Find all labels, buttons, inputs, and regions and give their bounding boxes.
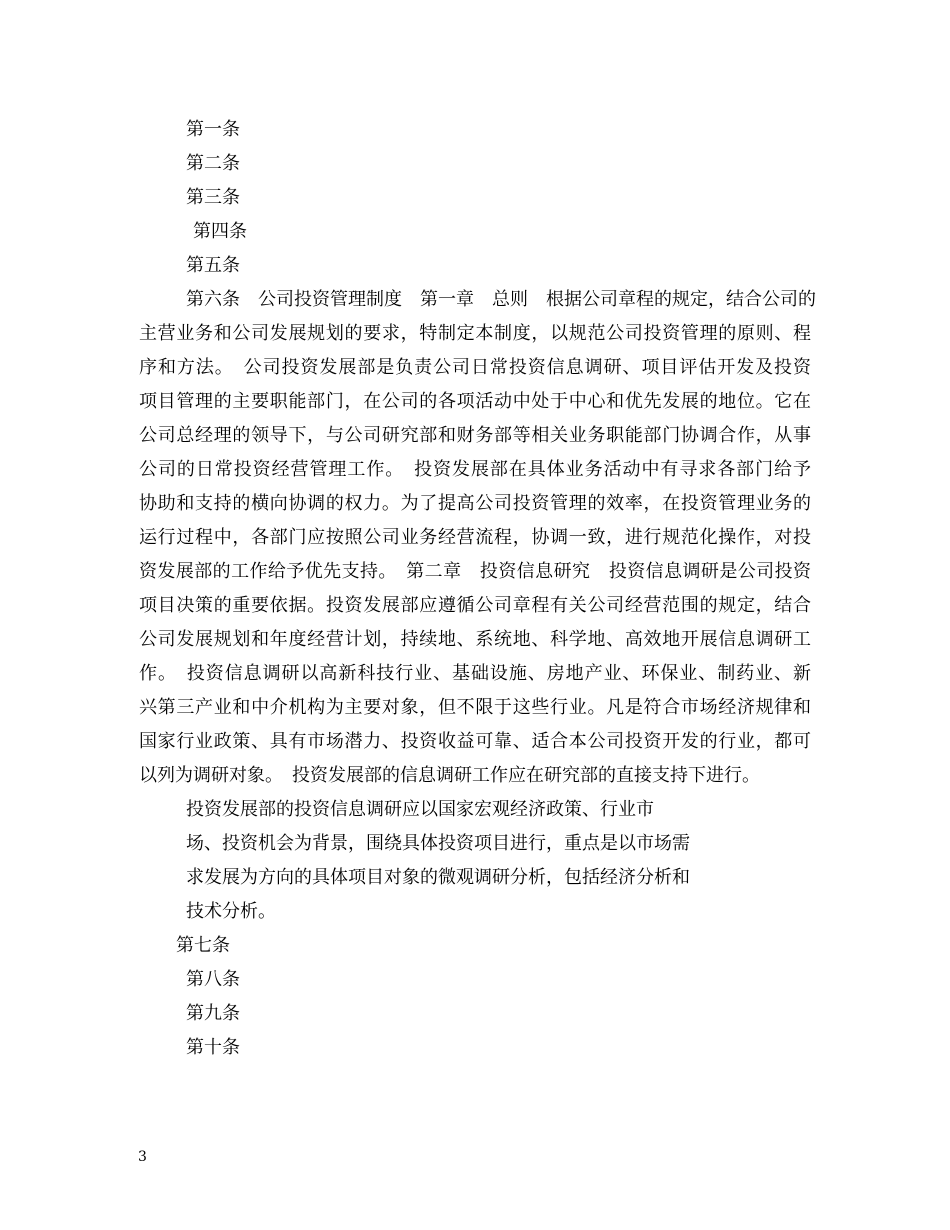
article-heading-4: 第四条: [193, 221, 247, 242]
paragraph-line: 以列为调研对象。 投资发展部的信息调研工作应在研究部的直接支持下进行。: [139, 765, 760, 786]
paragraph-line: 作。 投资信息调研以高新科技行业、基础设施、房地产业、环保业、制药业、新: [139, 663, 811, 684]
paragraph-line: 项目决策的重要依据。投资发展部应遵循公司章程有关公司经营范围的规定，结合: [139, 595, 811, 616]
paragraph-line: 协助和支持的横向协调的权力。为了提高公司投资管理的效率，在投资管理业务的: [139, 493, 811, 514]
paragraph-line: 主营业务和公司发展规划的要求，特制定本制度，以规范公司投资管理的原则、程: [139, 323, 811, 344]
paragraph-line: 项目管理的主要职能部门，在公司的各项活动中处于中心和优先发展的地位。它在: [139, 391, 811, 412]
paragraph-line: 序和方法。 公司投资发展部是负责公司日常投资信息调研、项目评估开发及投资: [139, 357, 811, 378]
paragraph-line: 技术分析。: [186, 901, 276, 922]
paragraph-line: 运行过程中，各部门应按照公司业务经营流程，协调一致，进行规范化操作，对投: [139, 527, 811, 548]
paragraph-line: 求发展为方向的具体项目对象的微观调研分析，包括经济分析和: [186, 867, 690, 888]
paragraph-line: 国家行业政策、具有市场潜力、投资收益可靠、适合本公司投资开发的行业，都可: [139, 731, 811, 752]
article-heading-3: 第三条: [186, 187, 240, 208]
paragraph-line: 公司发展规划和年度经营计划，持续地、系统地、科学地、高效地开展信息调研工: [139, 629, 811, 650]
paragraph-line: 资发展部的工作给予优先支持。 第二章 投资信息研究 投资信息调研是公司投资: [139, 561, 811, 582]
paragraph-line: 第六条 公司投资管理制度 第一章 总则 根据公司章程的规定，结合公司的: [186, 289, 816, 310]
paragraph-line: 场、投资机会为背景，围绕具体投资项目进行，重点是以市场需: [186, 833, 690, 854]
page-number: 3: [138, 1149, 147, 1165]
article-heading-2: 第二条: [186, 153, 240, 174]
article-heading-8: 第八条: [186, 969, 240, 990]
article-heading-9: 第九条: [186, 1003, 240, 1024]
paragraph-line: 兴第三产业和中介机构为主要对象，但不限于这些行业。凡是符合市场经济规律和: [139, 697, 811, 718]
paragraph-line: 投资发展部的投资信息调研应以国家宏观经济政策、行业市: [186, 799, 654, 820]
article-heading-7: 第七条: [176, 935, 230, 956]
paragraph-line: 公司总经理的领导下，与公司研究部和财务部等相关业务职能部门协调合作，从事: [139, 425, 811, 446]
article-heading-10: 第十条: [186, 1037, 240, 1058]
paragraph-line: 公司的日常投资经营管理工作。 投资发展部在具体业务活动中有寻求各部门给予: [139, 459, 811, 480]
article-heading-1: 第一条: [186, 119, 240, 140]
article-heading-5: 第五条: [186, 255, 240, 276]
